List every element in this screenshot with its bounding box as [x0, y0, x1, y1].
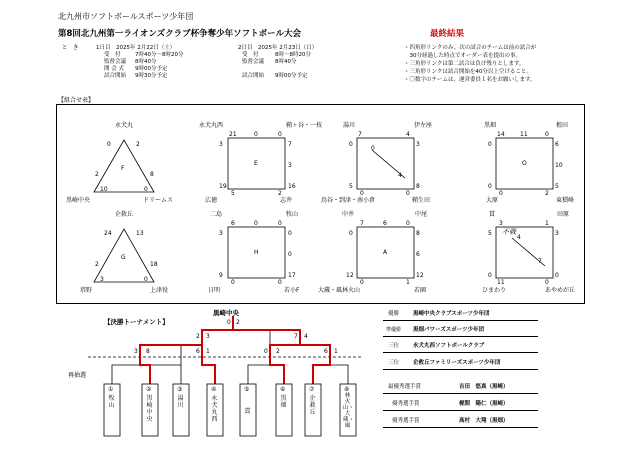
team-number: ⑦ [309, 386, 315, 393]
result-underline [383, 336, 538, 337]
note-line: ・三角形リンクは第二試合は負け残りとします。 [404, 61, 525, 67]
score: 0 [499, 190, 503, 197]
score: 7 [360, 220, 364, 227]
league-id: G [121, 254, 126, 261]
score: 17 [288, 272, 296, 279]
day1-row-value: 9時00分予定 [135, 66, 168, 72]
league-id: F [121, 165, 125, 172]
match-score: 6 [196, 348, 200, 355]
score: 18 [150, 261, 158, 268]
rematch-label: 再抽選 [68, 372, 87, 379]
award-underline [383, 393, 538, 394]
score: 8 [416, 230, 420, 237]
score: 0 [371, 145, 375, 152]
team-label: ドリームス [143, 197, 174, 204]
score: 19 [219, 183, 227, 190]
score: 12 [416, 272, 424, 279]
award-winner: 梶間 陽仁（黒崎） [459, 401, 509, 407]
forfeit-stamp: 不戦 [502, 228, 516, 236]
score: 0 [488, 141, 492, 148]
team-number: ⑧ [344, 386, 350, 393]
score: 5 [231, 190, 235, 197]
score: 2 [95, 261, 99, 268]
award-underline [383, 410, 538, 411]
score: 2 [545, 190, 549, 197]
team-label: 黒崎中央 [66, 197, 91, 204]
team-label: 塔野 [80, 287, 93, 294]
score: 4 [398, 172, 402, 179]
score: 0 [488, 183, 492, 190]
day1-row-label: 試合開始 [104, 73, 127, 79]
award-label: 優秀選手賞 [392, 418, 420, 424]
score: 1 [406, 279, 410, 286]
team-label: 二島 [210, 211, 223, 218]
match-score: 0 [227, 319, 231, 326]
score: 0 [144, 276, 148, 283]
day1-row-label: 監督会議 [104, 59, 127, 65]
team-name: 牧山 [108, 395, 115, 409]
note-line: 30分経過した時点でオーダー表を提出の事。 [404, 53, 522, 59]
league-id: H [254, 249, 259, 256]
result-team: 企救丘ファミリーズスポーツ少年団 [413, 360, 501, 366]
team-label: 牧山 [286, 211, 299, 218]
match-score: 4 [304, 333, 308, 340]
score: 5 [555, 183, 559, 190]
score: 0 [278, 220, 282, 227]
team-number: ① [108, 386, 114, 393]
day2-row-label: 試合開始 [242, 73, 265, 79]
match-score: 3 [206, 333, 210, 340]
final-result-label: 最終結果 [430, 29, 465, 39]
score: 0 [406, 190, 410, 197]
league-id: A [383, 249, 388, 256]
day1-row-label: 受 付 [104, 52, 121, 58]
team-name: 企救丘 [309, 395, 316, 416]
award-winner: 吉田 悠真（黒崎） [459, 384, 509, 390]
score: 0 [349, 141, 353, 148]
match-score: 1 [334, 348, 338, 355]
league-id: O [522, 160, 527, 167]
team-name: 黒崎中央 [146, 395, 153, 423]
score: 0 [254, 220, 258, 227]
score: 3 [288, 162, 292, 169]
team-name: 黒畑 [280, 395, 287, 409]
team-label: 鞘生田 [412, 197, 431, 204]
team-label: 若小F [284, 287, 300, 294]
score: 3 [100, 276, 104, 283]
score: 10 [555, 162, 563, 169]
day2-date: 2日目 2025年 2月23日（日） [238, 45, 318, 51]
match-score: 0 [264, 348, 268, 355]
tournament-title: 第8回北九州第一ライオンズクラブ杯争奪少年ソフトボール大会 [58, 29, 301, 39]
team-label: 田原 [557, 211, 570, 218]
score: 9 [219, 272, 223, 279]
team-label: 中井 [342, 211, 355, 218]
day2-row-value: 8時～8時20分 [275, 52, 311, 58]
league-id: E [254, 160, 258, 167]
score: 14 [497, 131, 505, 138]
note-line: ・〇数字のチームは、運営委員１名をお願いします。 [404, 77, 536, 83]
team-number: ② [146, 386, 152, 393]
team-number: ④ [211, 386, 217, 393]
score: 0 [349, 230, 353, 237]
day1-row-value: 9時30分予定 [135, 73, 168, 79]
team-label: 黒畑 [484, 122, 497, 129]
team-number: ⑤ [244, 386, 250, 393]
team-number: ③ [177, 386, 183, 393]
tournament-title: 【決勝トーナメント】 [104, 318, 169, 326]
match-score: 2 [276, 348, 280, 355]
award-winner: 高村 大翔（黒畑） [459, 418, 509, 424]
score: 11 [497, 279, 505, 286]
day2-row-value: 8時40分 [275, 59, 297, 65]
score: 7 [538, 258, 542, 265]
bracket-section-label: 【組合せ表】 [58, 97, 95, 104]
team-label: 鞘ヶ谷・一枝 [286, 122, 323, 129]
result-team: 黒畑パワーズスポーツ少年団 [413, 327, 485, 333]
score: 0 [107, 141, 111, 148]
score: 0 [231, 279, 235, 286]
score: 7 [288, 141, 292, 148]
score: 6 [383, 220, 387, 227]
day1-row-value: 7時40分～8時20分 [135, 52, 184, 58]
team-label: 湯川 [343, 122, 356, 129]
score: 16 [288, 183, 296, 190]
score: 0 [144, 186, 148, 193]
score: 2 [136, 141, 140, 148]
match-score: 2 [236, 319, 240, 326]
day1-date: 1日目 2025年 2月22日（土） [96, 45, 176, 51]
day1-row-value: 8時40分 [135, 59, 157, 65]
score: 6 [416, 251, 420, 258]
team-label: 大原 [486, 197, 499, 204]
score: 0 [254, 131, 258, 138]
winner-path [140, 316, 233, 384]
score: 0 [545, 279, 549, 286]
team-label: 永犬丸 [115, 122, 134, 129]
score: 5 [488, 230, 492, 237]
result-rank: 優勝 [388, 311, 400, 317]
result-rank: 三位 [388, 343, 400, 349]
match-score: 3 [134, 348, 138, 355]
score: 5 [349, 183, 353, 190]
score: 13 [136, 230, 144, 237]
result-underline [383, 352, 538, 353]
team-name: 林火山・大蔵・風 [343, 393, 355, 429]
day2-row-value: 9時00分予定 [275, 73, 308, 79]
score: 24 [104, 230, 112, 237]
result-team: 永犬丸西ソフトボールクラブ [413, 343, 485, 349]
award-underline [383, 427, 538, 428]
team-label: 企救丘 [115, 211, 134, 218]
score: 0 [288, 230, 292, 237]
score: 0 [555, 272, 559, 279]
team-label: 伊左座 [414, 122, 433, 129]
score: 4 [517, 234, 521, 241]
match-score: 8 [146, 348, 150, 355]
organization-name: 北九州市ソフトボールスポーツ少年団 [58, 12, 194, 21]
team-name: 湯川 [177, 395, 184, 409]
score: 8 [150, 171, 154, 178]
day1-row-label: 開 会 式 [104, 66, 124, 72]
score: 3 [416, 141, 420, 148]
team-label: 志井 [280, 197, 293, 204]
score: 11 [520, 131, 528, 138]
award-label: 優秀選手賞 [392, 401, 420, 407]
team-label: 中尾 [415, 211, 428, 218]
score: 1 [545, 220, 549, 227]
team-label: 上津役 [150, 287, 169, 294]
score: 21 [229, 131, 237, 138]
team-label: 貫 [489, 211, 496, 218]
score: 2 [95, 171, 99, 178]
team-number: ⑥ [280, 386, 286, 393]
result-rank: 三位 [388, 360, 400, 366]
team-label: ひまわり [482, 287, 507, 294]
score: 10 [100, 186, 108, 193]
team-name: 貫 [244, 408, 251, 415]
bracket-line [248, 345, 348, 384]
score: 3 [555, 230, 559, 237]
match-score: 7 [294, 333, 298, 340]
score: 0 [360, 279, 364, 286]
result-underline [383, 320, 538, 321]
score: 0 [278, 279, 282, 286]
score: 7 [358, 131, 362, 138]
score: 6 [231, 220, 235, 227]
team-label: 永犬丸西 [199, 122, 224, 129]
champion-label: 黒崎中央 [213, 309, 239, 317]
team-label: 東積峰 [556, 197, 575, 204]
day2-row-label: 受 付 [242, 52, 259, 58]
score: 0 [360, 190, 364, 197]
match-score: 1 [206, 348, 210, 355]
score: 0 [488, 272, 492, 279]
result-rank: 準優勝 [386, 327, 402, 333]
team-label: 若園 [414, 287, 427, 294]
team-label: 鳥谷・到津・南小倉 [321, 197, 376, 204]
team-label: 大蔵・風林火山 [318, 287, 361, 294]
team-label: あやめが丘 [545, 287, 576, 294]
score: 0 [406, 220, 410, 227]
score: 0 [545, 131, 549, 138]
award-label: 最優秀選手賞 [388, 384, 422, 390]
team-label: 根田 [556, 122, 569, 129]
match-score: 6 [324, 348, 328, 355]
score: 0 [278, 131, 282, 138]
team-name: 永犬丸西 [211, 395, 218, 423]
team-label: 広徳 [205, 197, 218, 204]
schedule-when-label: と き [62, 45, 79, 51]
result-underline [383, 369, 538, 370]
score: 8 [416, 183, 420, 190]
note-line: ・四角形リンクのみ、次の試合のチームは前の試合が [404, 45, 537, 51]
score: 2 [278, 190, 282, 197]
team-label: 日明 [208, 287, 221, 294]
result-team: 黒崎中央クラブスポーツ少年団 [413, 311, 490, 317]
match-score: 2 [196, 333, 200, 340]
score: 0 [288, 251, 292, 258]
score: 4 [406, 131, 410, 138]
score: 3 [219, 230, 223, 237]
score: 6 [555, 141, 559, 148]
score: 12 [346, 272, 354, 279]
day2-row-label: 監督会議 [242, 59, 265, 65]
score: 3 [499, 220, 503, 227]
score: 3 [219, 141, 223, 148]
note-line: ・三角形リンクは試合開始を40分以上空けること。 [404, 69, 532, 75]
